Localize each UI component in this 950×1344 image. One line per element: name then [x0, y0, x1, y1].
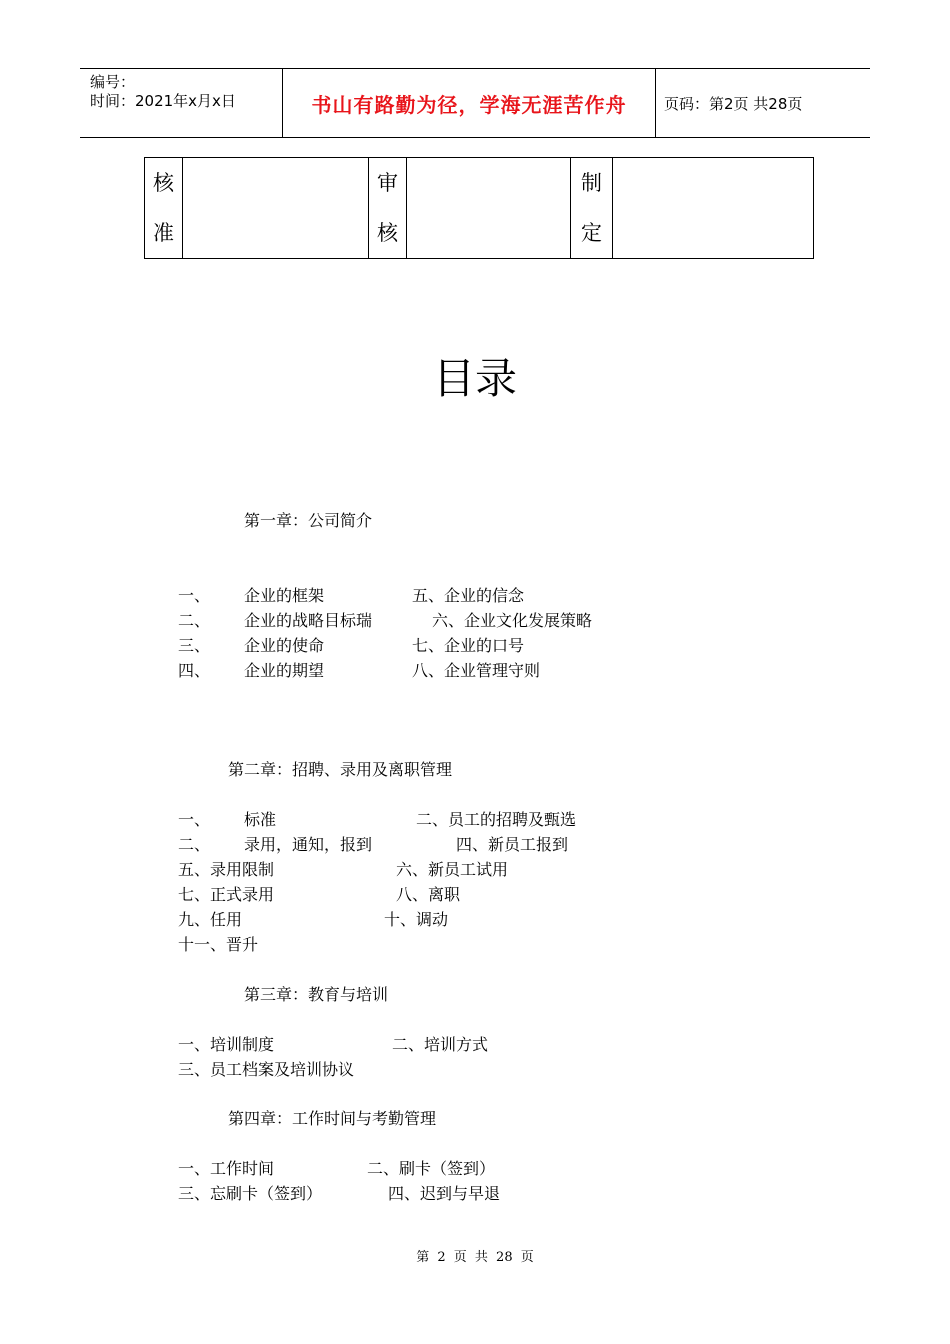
chapter-2-heading[interactable]: 第二章：招聘、录用及离职管理: [228, 760, 453, 779]
toc-entry[interactable]: 八、离职: [396, 885, 461, 904]
toc-entry[interactable]: 四、迟到与早退: [388, 1184, 501, 1203]
toc-entry[interactable]: 三、员工档案及培训协议: [178, 1060, 355, 1079]
toc-num: 一、: [178, 586, 211, 605]
toc-entry[interactable]: 十一、晋升: [178, 935, 259, 954]
toc-entry[interactable]: 二、刷卡（签到）: [367, 1159, 496, 1178]
toc-entry[interactable]: 三、忘刷卡（签到）: [178, 1184, 323, 1203]
toc-entry[interactable]: 八、企业管理守则: [412, 661, 541, 680]
toc-entry[interactable]: 一、工作时间: [178, 1159, 275, 1178]
chapter-3-heading[interactable]: 第三章：教育与培训: [244, 985, 389, 1004]
toc-entry[interactable]: 企业的使命: [244, 636, 325, 655]
approve-label: 核 准: [145, 158, 183, 258]
signoff-table: [144, 157, 814, 259]
header-motto: 书山有路勤为径，学海无涯苦作舟: [282, 69, 656, 137]
toc-entry[interactable]: 企业的框架: [244, 586, 325, 605]
toc-entry[interactable]: 四、新员工报到: [456, 835, 569, 854]
toc-entry[interactable]: 七、正式录用: [178, 885, 275, 904]
document-number-label: 编号：: [90, 73, 136, 91]
toc-entry[interactable]: 九、任用: [178, 910, 243, 929]
header-page-info: 页码：第2页 共28页: [664, 95, 803, 113]
chapter-1-heading[interactable]: 第一章：公司简介: [244, 511, 373, 530]
toc-entry[interactable]: 六、新员工试用: [396, 860, 509, 879]
toc-num: 四、: [178, 661, 211, 680]
toc-entry[interactable]: 企业的期望: [244, 661, 325, 680]
toc-entry[interactable]: 二、培训方式: [392, 1035, 489, 1054]
toc-entry[interactable]: 一、培训制度: [178, 1035, 275, 1054]
document-time-label: 时间：2021年x月x日: [90, 92, 236, 110]
toc-entry[interactable]: 七、企业的口号: [412, 636, 525, 655]
chapter-4-heading[interactable]: 第四章：工作时间与考勤管理: [228, 1109, 437, 1128]
document-header: [80, 68, 870, 138]
toc-entry[interactable]: 六、企业文化发展策略: [432, 611, 593, 630]
prepare-label: 制 定: [571, 158, 613, 258]
approve-signature-cell[interactable]: [183, 158, 369, 258]
toc-num: 二、: [178, 611, 211, 630]
toc-entry[interactable]: 标准: [244, 810, 277, 829]
header-meta: [80, 69, 282, 137]
toc-num: 二、: [178, 835, 211, 854]
prepare-signature-cell[interactable]: [613, 158, 813, 258]
toc-num: 一、: [178, 810, 211, 829]
review-label: 审 核: [369, 158, 407, 258]
toc-entry[interactable]: 五、录用限制: [178, 860, 275, 879]
toc-entry[interactable]: 十、调动: [384, 910, 449, 929]
page-footer: 第 2 页 共 28 页: [416, 1250, 534, 1265]
toc-num: 三、: [178, 636, 211, 655]
review-signature-cell[interactable]: [407, 158, 571, 258]
page-title: 目录: [432, 354, 517, 403]
toc-entry[interactable]: 录用，通知，报到: [244, 835, 373, 854]
toc-entry[interactable]: 五、企业的信念: [412, 586, 525, 605]
toc-entry[interactable]: 企业的战略目标瑞: [244, 611, 373, 630]
toc-entry[interactable]: 二、员工的招聘及甄选: [416, 810, 577, 829]
